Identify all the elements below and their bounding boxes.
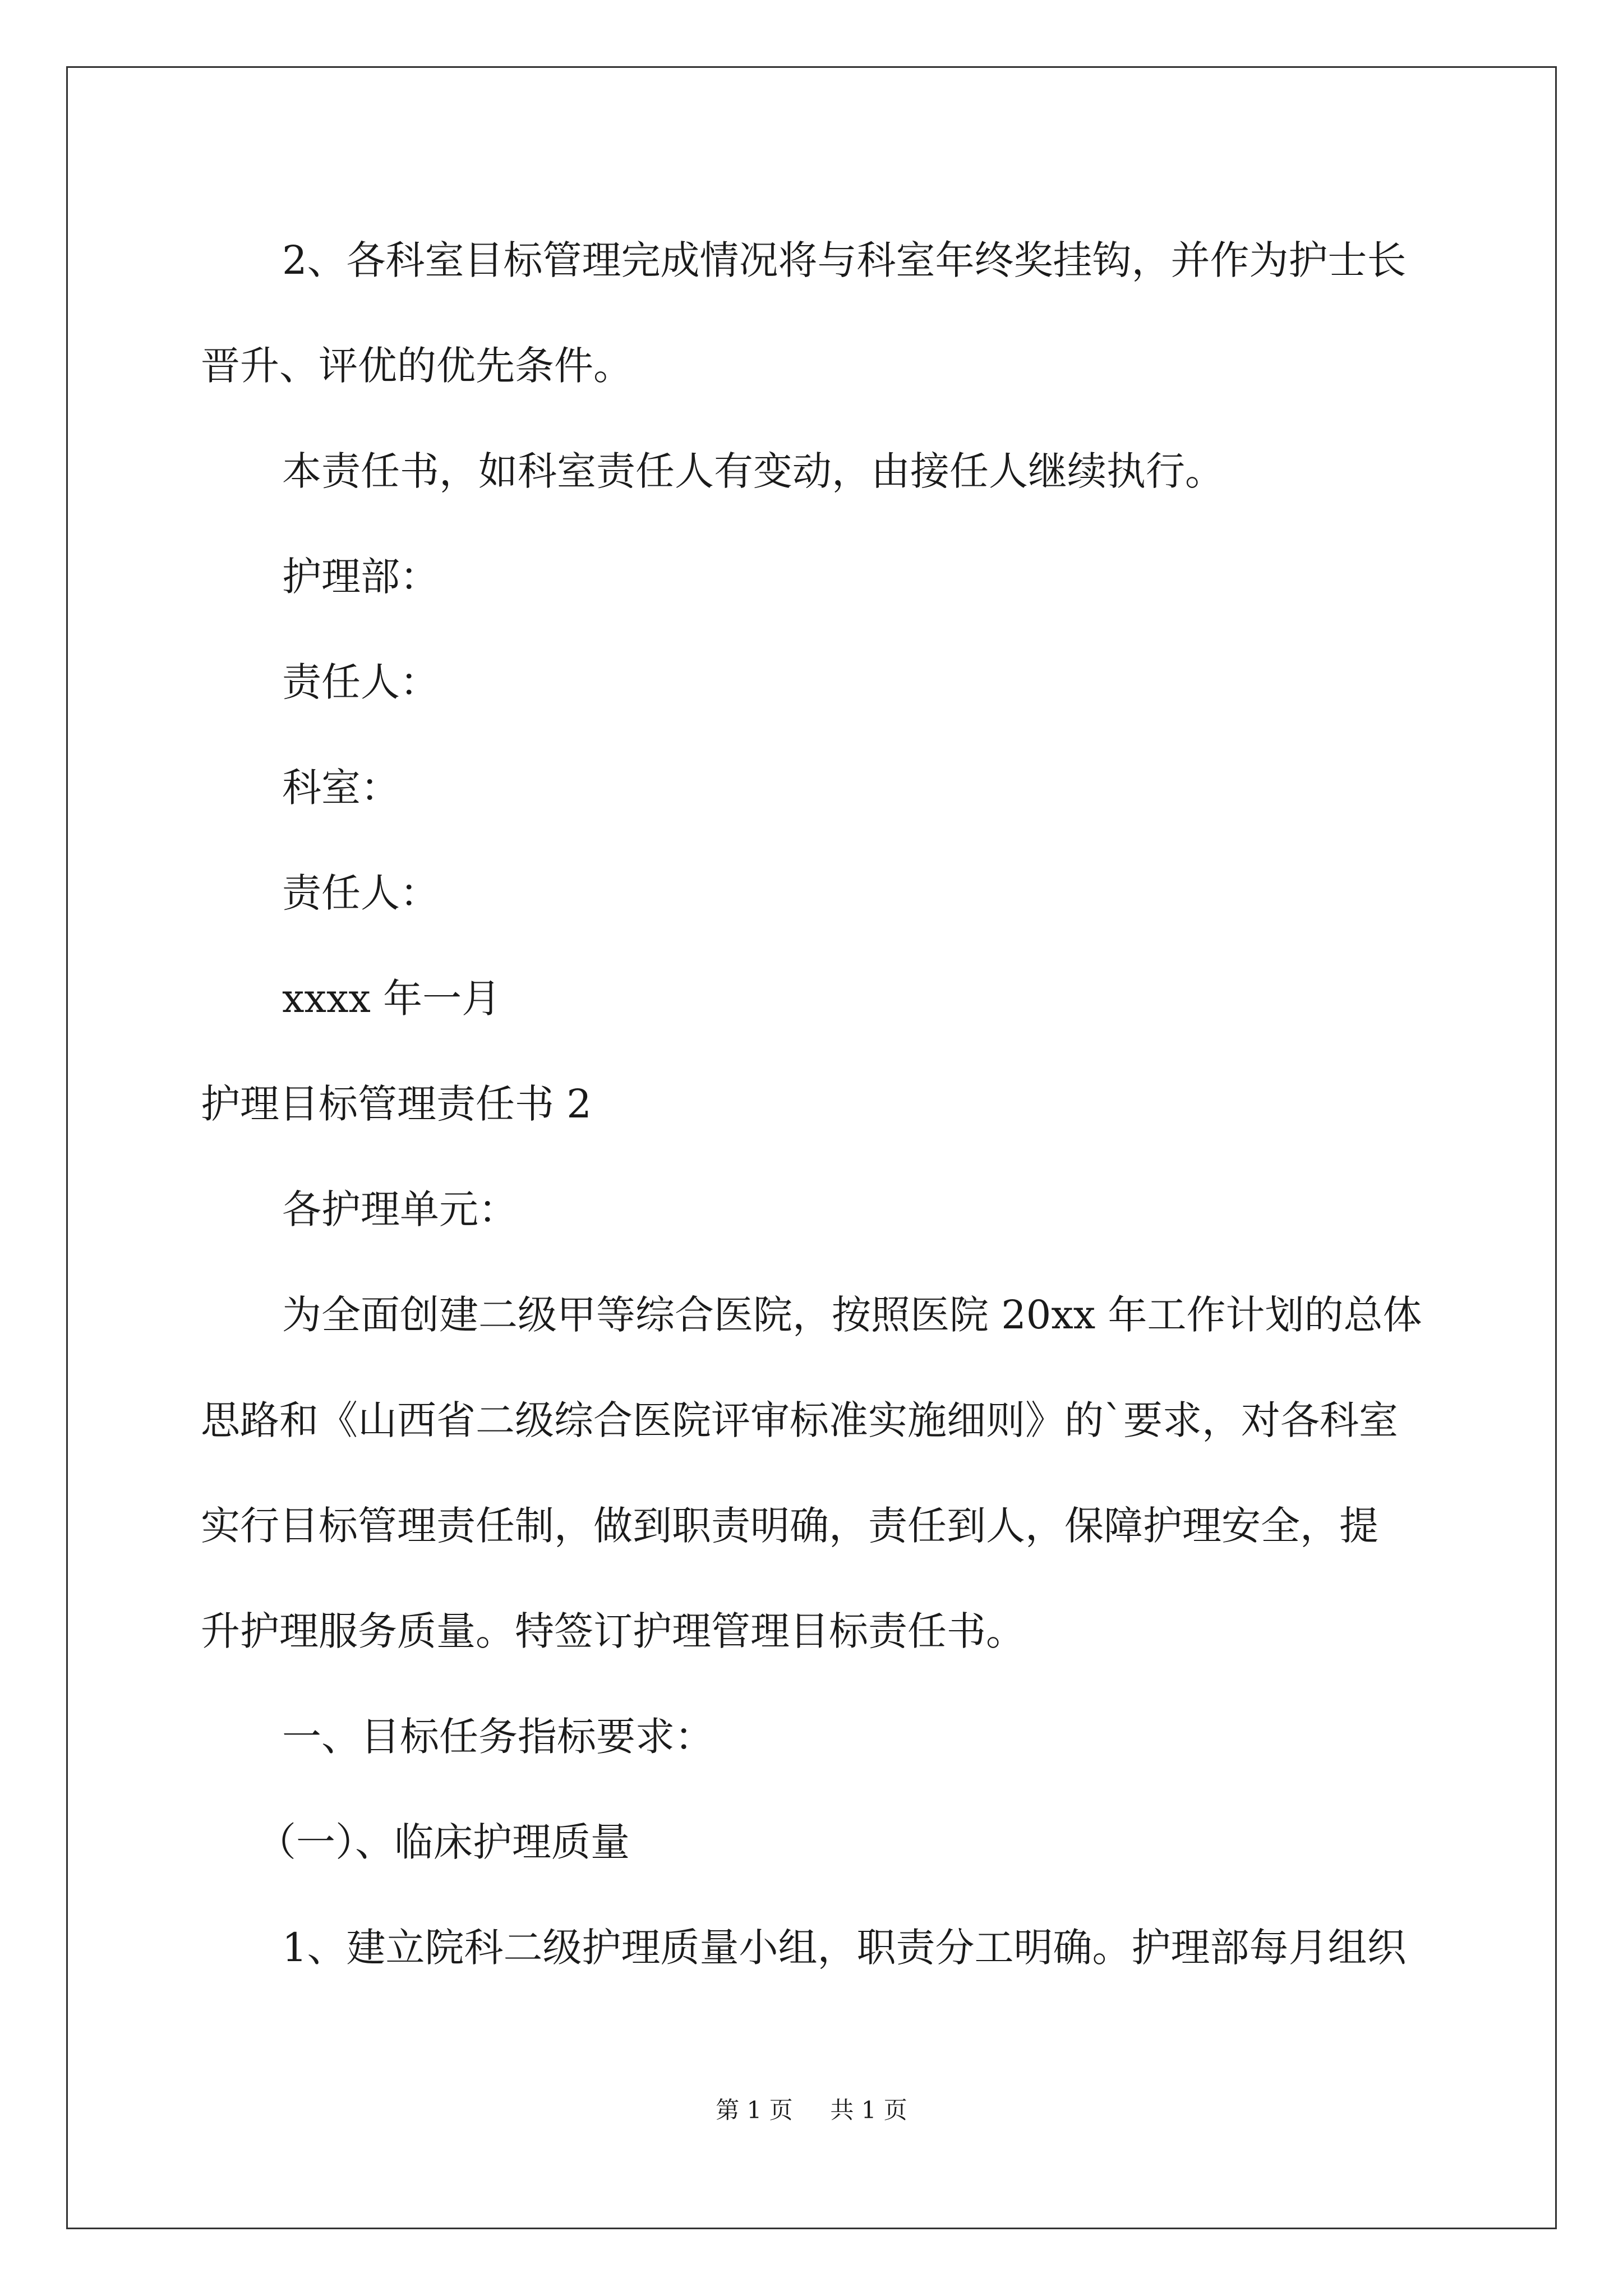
paragraph-intro-line3: 实行目标管理责任制，做到职责明确，责任到人，保障护理安全，提 [201,1503,1378,1549]
document-body [201,208,1435,2000]
page-number-total: 共 1 页 [830,2096,907,2124]
paragraph-intro-line1: 为全面创建二级甲等综合医院，按照医院 20xx 年工作计划的总体 [282,1292,1422,1338]
paragraph-intro-line2: 思路和《山西省二级综合医院评审标准实施细则》的`要求，对各科室 [201,1397,1398,1443]
section-heading-targets: 一、目标任务指标要求： [282,1714,714,1760]
salutation: 各护理单元： [282,1186,518,1232]
signature-responsible-person-1: 责任人： [282,659,439,705]
signature-nursing-dept: 护理部： [282,554,439,600]
page-footer [0,2093,1623,2127]
paragraph-quality-group: 1、建立院科二级护理质量小组，职责分工明确。护理部每月组织 [282,1925,1407,1971]
signature-responsible-person-2: 责任人： [282,870,439,916]
signature-department: 科室： [282,765,400,811]
subsection-heading-clinical-quality: （一）、临床护理质量 [257,1819,630,1865]
page-number-current: 第 1 页 [716,2096,793,2124]
paragraph-goal-bonus-line1: 2、各科室目标管理完成情况将与科室年终奖挂钩，并作为护士长 [282,237,1407,283]
section-title: 护理目标管理责任书 2 [201,1081,592,1127]
paragraph-goal-bonus-line2: 晋升、评优的优先条件。 [201,343,633,389]
paragraph-responsibility-transfer: 本责任书，如科室责任人有变动，由接任人继续执行。 [282,448,1224,494]
paragraph-intro-line4: 升护理服务质量。特签订护理管理目标责任书。 [201,1608,1025,1654]
signature-date: xxxx 年一月 [282,976,501,1022]
